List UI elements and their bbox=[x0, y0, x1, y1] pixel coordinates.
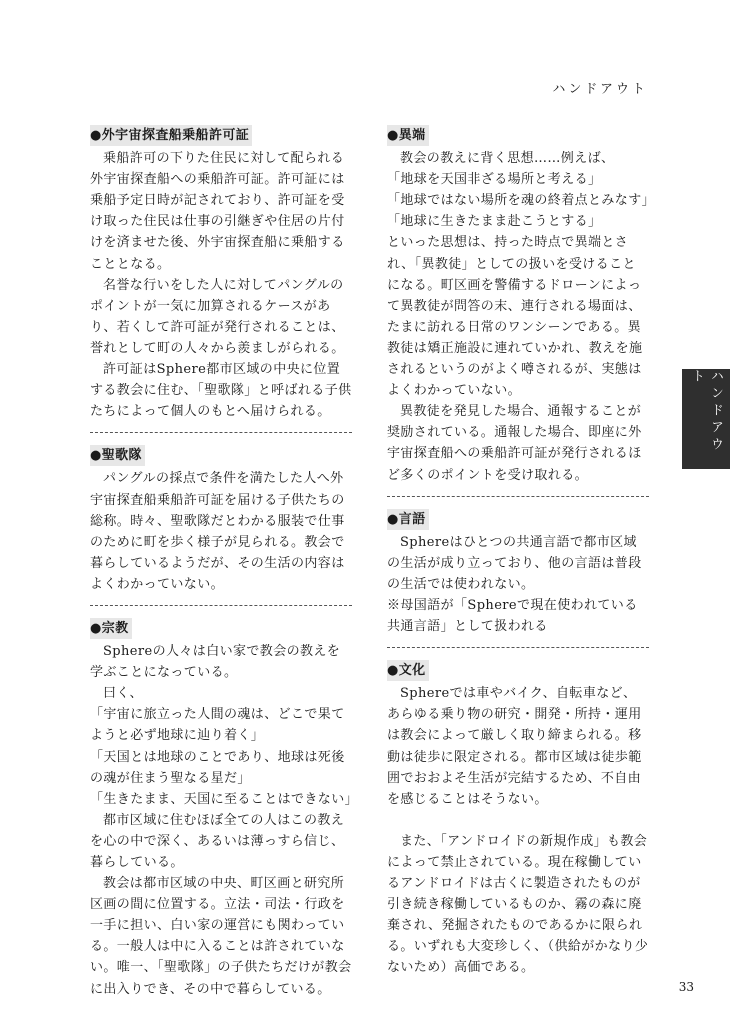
section-title: ●宗教 bbox=[90, 618, 132, 639]
paragraph: 都市区域に住むほぼ全ての人はこの教えを心の中で深く、あるいは薄っすら信じ、暮らしている。 bbox=[90, 812, 345, 870]
right-column bbox=[387, 125, 656, 988]
paragraph: 教会は都市区域の中央、町区画と研究所区画の間に位置する。立法・司法・行政を一手に担い、白い家の運営にも関わっている。一般人は中に入ることは許されていない。唯一、「聖歌隊」の子供たちだけが教会に出入りでき、その中で暮らしている。 bbox=[90, 876, 352, 997]
paragraph: Sphereの人々は白い家で教会の教えを学ぶことになっている。 bbox=[90, 644, 341, 681]
quote: 「地球に生きたまま赴こうとする」 bbox=[387, 214, 602, 230]
quote: 「天国とは地球のことであり、地球は死後の魂が住まう聖なる星だ」 bbox=[90, 749, 345, 786]
quote: 「地球を天国非ざる場所と考える」 bbox=[387, 172, 602, 188]
section-divider bbox=[387, 496, 649, 497]
left-column bbox=[90, 125, 359, 1010]
section-choir bbox=[90, 445, 352, 595]
section-title: ●外宇宙探査船乗船許可証 bbox=[90, 125, 252, 146]
section-title: ●異端 bbox=[387, 125, 429, 146]
page-number: 33 bbox=[678, 980, 694, 994]
paragraph: また、「アンドロイドの新規作成」も教会によって禁止されている。現在稼働しているアンドロイドは古くに製造されたものが引き続き稼働しているものか、霧の森に廃棄され、発掘されたものであるかに限られる。いずれも大変珍しく、（供給がかなり少ないため）高価である。 bbox=[387, 833, 649, 976]
paragraph: 名誉な行いをした人に対してパングルのポイントが一気に加算されるケースがあり、若くして許可証が発行されることは、誉れとして町の人々から羨ましがられる。 bbox=[90, 277, 345, 356]
section-title: ●聖歌隊 bbox=[90, 445, 145, 466]
section-divider bbox=[387, 647, 649, 648]
paragraph-spacer bbox=[387, 810, 649, 831]
paragraph: 教会の教えに背く思想……例えば、 bbox=[400, 151, 615, 167]
side-tab: ハンドアウト bbox=[682, 369, 730, 469]
paragraph: 異教徒を発見した場合、通報することが奨励されている。通報した場合、即座に外宇宙探査船への乗船許可証が発行されるほど多くのポイントを受け取れる。 bbox=[387, 404, 642, 483]
section-heresy bbox=[387, 125, 656, 486]
paragraph: 許可証はSphere都市区域の中央に位置する教会に住む、「聖歌隊」と呼ばれる子供たちによって個人のもとへ届けられる。 bbox=[90, 362, 352, 420]
paragraph: Sphereでは車やバイク、自転車など、あらゆる乗り物の研究・開発・所持・運用は教会によって厳しく取り締まられる。移動は徒歩に限定される。都市区域は徒歩範囲でおおよそ生活が完結するため、不自由を感じることはそうない。 bbox=[387, 686, 642, 807]
paragraph: といった思想は、持った時点で異端とされ、「異教徒」としての扱いを受けることになる。町区画を警備するドローンによって異教徒が問答の末、連行される場面は、たまに訪れる日常のワンシーンである。異教徒は矯正施設に連れていかれ、教えを施されるというのがよく噂されるが、実態はよくわかっていない。 bbox=[387, 235, 643, 399]
section-religion bbox=[90, 618, 359, 1000]
section-culture bbox=[387, 660, 649, 978]
section-divider bbox=[90, 432, 352, 433]
section-boarding-permit bbox=[90, 125, 352, 422]
note: ※母国語が「Sphereで現在使われている共通言語」として扱われる bbox=[387, 597, 638, 635]
paragraph: 曰く、 bbox=[103, 686, 143, 702]
section-divider bbox=[90, 605, 352, 606]
paragraph: Sphereはひとつの共通言語で都市区域の生活が成り立っており、他の言語は普段の生活では使われない。 bbox=[387, 534, 642, 592]
section-language bbox=[387, 509, 649, 638]
page-header: ハンドアウト bbox=[552, 82, 648, 97]
paragraph: パングルの採点で条件を満たした人へ外宇宙探査船乗船許可証を届ける子供たちの総称。時々、聖歌隊だとわかる服装で仕事のために町を歩く様子が見られる。教会で暮らしているようだが、その生活の内容はよくわかっていない。 bbox=[90, 471, 345, 592]
quote: 「生きたまま、天国に至ることはできない」 bbox=[90, 791, 359, 807]
section-title: ●言語 bbox=[387, 509, 429, 530]
quote: 「宇宙に旅立った人間の魂は、どこで果てようと必ず地球に辿り着く」 bbox=[90, 707, 345, 744]
section-title: ●文化 bbox=[387, 660, 429, 681]
quote: 「地球ではない場所を魂の終着点とみなす」 bbox=[387, 193, 656, 209]
paragraph: 乗船許可の下りた住民に対して配られる外宇宙探査船への乗船許可証。許可証には乗船予定日時が記されており、許可証を受け取った住民は仕事の引継ぎや住居の片付けを済ませた後、外宇宙探査船に乗船することとなる。 bbox=[90, 151, 345, 272]
